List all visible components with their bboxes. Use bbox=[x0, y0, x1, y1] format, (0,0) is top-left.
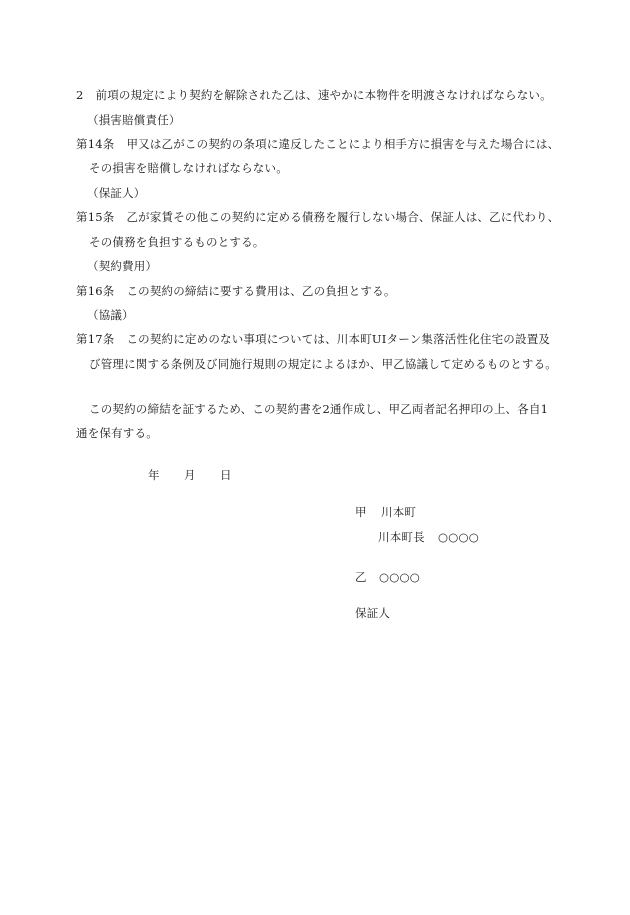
party-b-label: 乙 bbox=[355, 570, 367, 584]
date-year-label: 年 bbox=[148, 468, 160, 482]
guarantor-label: 保証人 bbox=[355, 606, 391, 620]
clause-text: 前項の規定により契約を解除された乙は、速やかに本物件を明渡さなければならない。 bbox=[95, 88, 552, 102]
article-text: 乙が家賃その他この契約に定める債務を履行しない場合、保証人は、乙に代わり、 bbox=[126, 210, 560, 224]
article-14-line-1 bbox=[76, 137, 559, 151]
party-a-rep-name: ○○○○ bbox=[438, 530, 479, 544]
article-15-line-1 bbox=[76, 210, 559, 224]
party-a-rep-title: 川本町長 bbox=[378, 530, 425, 544]
clause-number: 2 bbox=[76, 88, 84, 102]
party-a-label: 甲 bbox=[355, 505, 367, 519]
article-17-line-2: び管理に関する条例及び同施行規則の規定によるほか、甲乙協議して定めるものとする。 bbox=[89, 357, 557, 371]
article-text: 甲又は乙がこの契約の条項に違反したことにより相手方に損害を与えた場合には、 bbox=[126, 137, 560, 151]
article-17-heading: （協議） bbox=[87, 308, 134, 322]
article-text: この契約の締結に要する費用は、乙の負担とする。 bbox=[126, 284, 396, 298]
party-b-name: ○○○○ bbox=[379, 570, 420, 584]
closing-line-2: 通を保有する。 bbox=[76, 426, 158, 440]
article-15-heading: （保証人） bbox=[87, 186, 146, 200]
closing-line-1: この契約の締結を証するため、この契約書を2通作成し、甲乙両者記名押印の上、各自1 bbox=[89, 402, 549, 416]
article-text: この契約に定めのない事項については、川本町UIターン集落活性化住宅の設置及 bbox=[126, 332, 551, 346]
article-number: 第16条 bbox=[76, 284, 115, 298]
clause-2 bbox=[76, 88, 552, 102]
article-number: 第17条 bbox=[76, 332, 115, 346]
article-14-heading: （損害賠償責任） bbox=[87, 113, 181, 127]
article-16-heading: （契約費用） bbox=[87, 259, 158, 273]
article-15-line-2: その債務を負担するものとする。 bbox=[89, 235, 265, 249]
article-16-line-1 bbox=[76, 284, 396, 298]
article-17-line-1 bbox=[76, 332, 550, 346]
article-14-line-2: その損害を賠償しなければならない。 bbox=[89, 161, 288, 175]
date-day-label: 日 bbox=[220, 468, 232, 482]
party-a-name: 川本町 bbox=[381, 505, 417, 519]
article-number: 第14条 bbox=[76, 137, 115, 151]
article-number: 第15条 bbox=[76, 210, 115, 224]
date-month-label: 月 bbox=[184, 468, 196, 482]
